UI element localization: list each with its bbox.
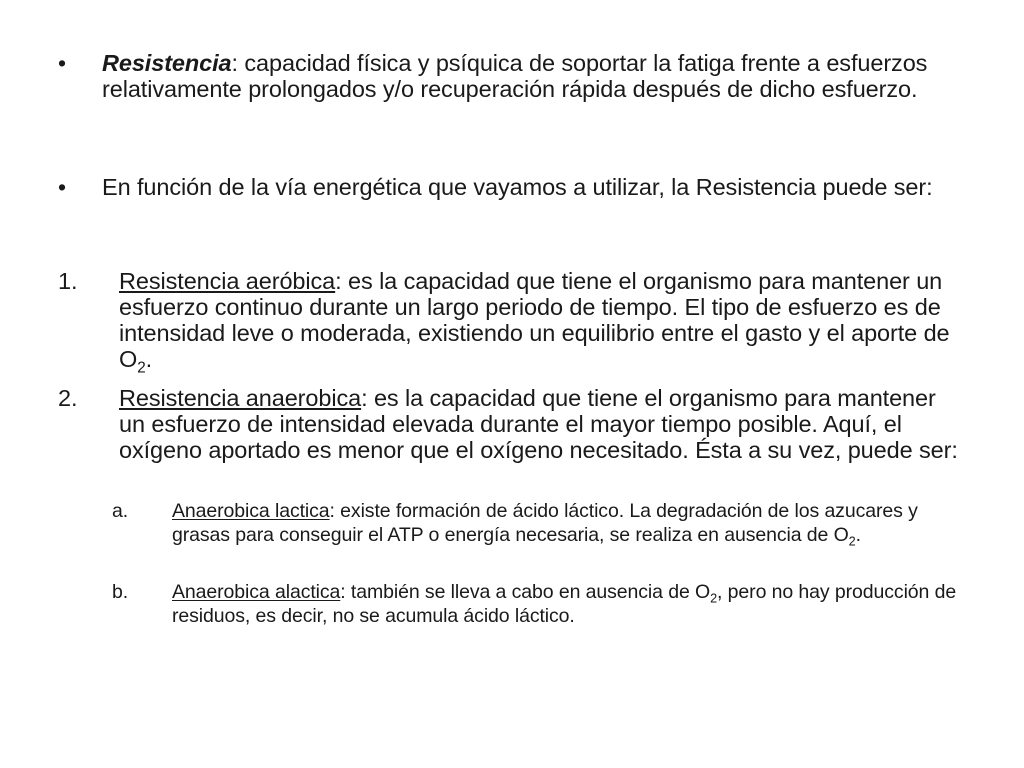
bullet-text: En función de la vía energética que vayamos a utilizar, la Resistencia puede ser:: [102, 174, 933, 200]
term-resistencia-aerobica: Resistencia aeróbica: [119, 268, 336, 294]
lettered-item-lactica: [112, 499, 962, 547]
number-marker: 2.: [58, 385, 78, 411]
definition-text: : capacidad física y psíquica de soportar la fatiga frente a esfuerzos relativamente prolongados y/o recuperación rápida después de dicho esfuerzo.: [102, 50, 928, 102]
definition-tail: , pero no hay producción de residuos, es decir, no se acumula ácido láctico.: [172, 581, 957, 627]
bullet-item-via-energetica: [58, 174, 978, 200]
definition-text: : existe formación de ácido láctico. La degradación de los azucares y grasas para conseguir el ATP o energía necesaria, se realiza en ausencia de O: [172, 500, 918, 546]
number-marker: 1.: [58, 268, 78, 294]
term-anaerobica-alactica: Anaerobica alactica: [172, 581, 341, 603]
bullet-item-resistencia: [58, 50, 958, 102]
term-anaerobica-lactica: Anaerobica lactica: [172, 500, 330, 522]
lettered-text: [172, 499, 962, 547]
numbered-text: [119, 268, 958, 377]
definition-text: : es la capacidad que tiene el organismo para mantener un esfuerzo continuo durante un largo periodo de tiempo. El tipo de esfuerzo es de intensidad leve o moderada, existiendo un equilibrio entre el gasto y el aporte de O: [119, 268, 950, 372]
definition-text: : también se lleva a cabo en ausencia de O: [340, 581, 711, 603]
letter-marker: b.: [112, 581, 129, 603]
bullet-text: [102, 50, 958, 102]
numbered-item-aerobica: [58, 268, 958, 377]
subscript: 2: [137, 359, 146, 377]
bullet-marker: •: [58, 174, 66, 200]
bullet-marker: •: [58, 50, 66, 76]
letter-marker: a.: [112, 500, 129, 522]
term-resistencia-anaerobica: Resistencia anaerobica: [119, 385, 362, 411]
numbered-item-anaerobica: [58, 385, 958, 463]
definition-text: : es la capacidad que tiene el organismo para mantener un esfuerzo de intensidad elevada durante el mayor tiempo posible. Aquí, el oxígeno aportado es menor que el oxígeno necesitado. Ésta a su vez, puede ser:: [119, 385, 958, 463]
term-resistencia: Resistencia: [102, 50, 232, 76]
definition-tail: .: [855, 524, 861, 546]
subscript: 2: [848, 534, 856, 549]
subscript: 2: [710, 591, 718, 606]
lettered-text: [172, 580, 962, 628]
lettered-item-alactica: [112, 580, 962, 628]
numbered-text: [119, 385, 958, 463]
definition-tail: .: [145, 346, 153, 372]
